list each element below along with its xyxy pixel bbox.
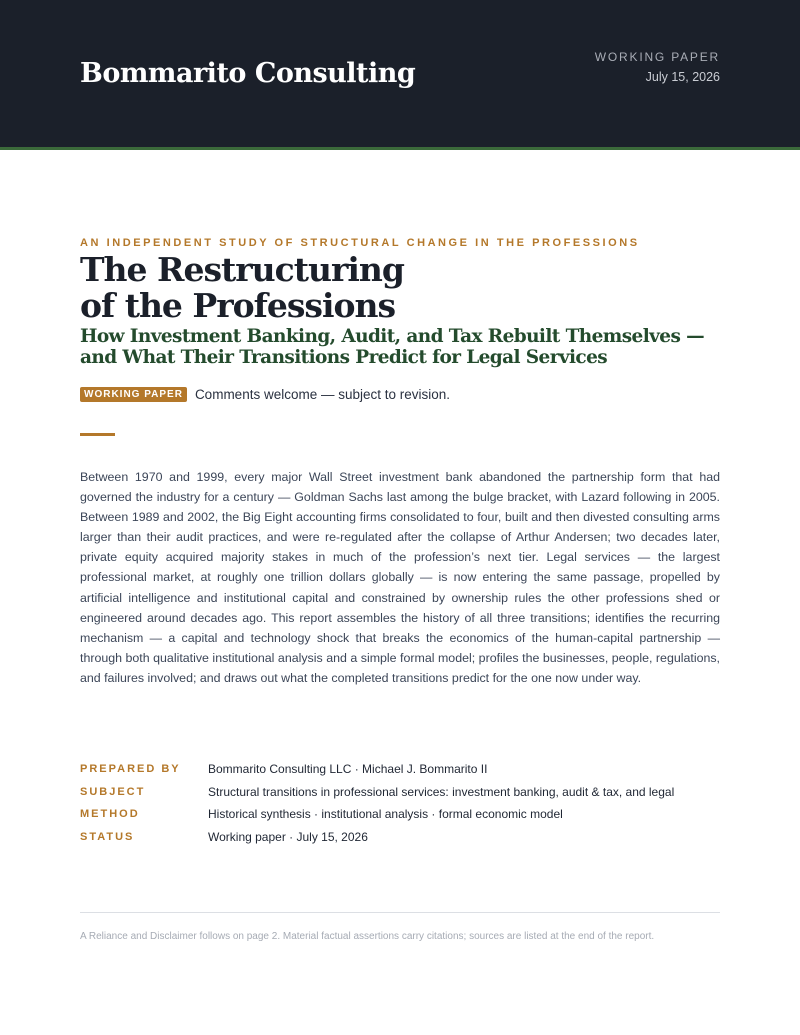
document-title [80, 252, 404, 324]
meta-row-subject [80, 781, 720, 804]
meta-label: SUBJECT [80, 785, 146, 798]
meta-value: Structural transitions in professional services: investment banking, audit & tax, and legal [208, 784, 675, 799]
status-row [80, 387, 450, 402]
header-band [0, 0, 800, 147]
status-note: Comments welcome — subject to revision. [194, 387, 451, 402]
brand-name: Bommarito Consulting [80, 58, 416, 89]
header-rule [0, 147, 800, 150]
accent-rule [80, 433, 115, 436]
meta-row-status [80, 826, 720, 849]
meta-row-method [80, 803, 720, 826]
eyebrow-kicker: AN INDEPENDENT STUDY OF STRUCTURAL CHANGE IN THE PROFESSIONS [80, 237, 640, 249]
header-meta [595, 49, 720, 86]
document-date: July 15, 2026 [645, 70, 720, 84]
footer-note: A Reliance and Disclaimer follows on page 2. Material factual assertions carry citations; sources are listed at the end of the report. [80, 931, 655, 942]
title-line: of the Professions [80, 286, 396, 325]
subtitle-line: How Investment Banking, Audit, and Tax Rebuilt Themselves — [80, 326, 705, 347]
document-kind: WORKING PAPER [594, 50, 720, 64]
meta-value: Bommarito Consulting LLC · Michael J. Bommarito II [208, 762, 488, 777]
meta-value: Working paper · July 15, 2026 [208, 829, 368, 844]
meta-label: METHOD [80, 808, 140, 821]
title-line: The Restructuring [80, 250, 404, 289]
meta-label: PREPARED BY [80, 763, 181, 776]
meta-row-prepared-by [80, 758, 720, 781]
metadata-table [80, 758, 720, 848]
meta-label: STATUS [80, 830, 135, 843]
subtitle-line: and What Their Transitions Predict for Legal Services [80, 347, 608, 368]
status-badge: WORKING PAPER [80, 387, 187, 402]
meta-value: Historical synthesis · institutional analysis · formal economic model [208, 807, 563, 822]
document-subtitle [80, 326, 704, 368]
abstract-paragraph: Between 1970 and 1999, every major Wall Street investment bank abandoned the partnership form that had governed the industry for a century — Goldman Sachs last among the bulge bracket, with Lazard following in 2005. Between 1989 and 2002, the Big Eight accounting firms consolidated to four, built and then divested consulting arms larger than their audit practices, and were re-regulated after the collapse of Arthur Andersen; two decades later, private equity acquired majority stakes in much of the profession’s next tier. Legal services — the largest professional market, at roughly one trillion dollars globally — is now entering the same passage, propelled by artificial intelligence and institutional capital and constrained by ownership rules the other professions shed or engineered around decades ago. This report assembles the history of all three transitions; identifies the recurring mechanism — a capital and technology shock that breaks the economics of the human-capital partnership — through both qualitative institutional analysis and a simple formal model; profiles the businesses, people, regulations, and failures involved; and draws out what the completed transitions predict for the one now under way. [80, 470, 720, 685]
footer-rule [80, 912, 720, 913]
